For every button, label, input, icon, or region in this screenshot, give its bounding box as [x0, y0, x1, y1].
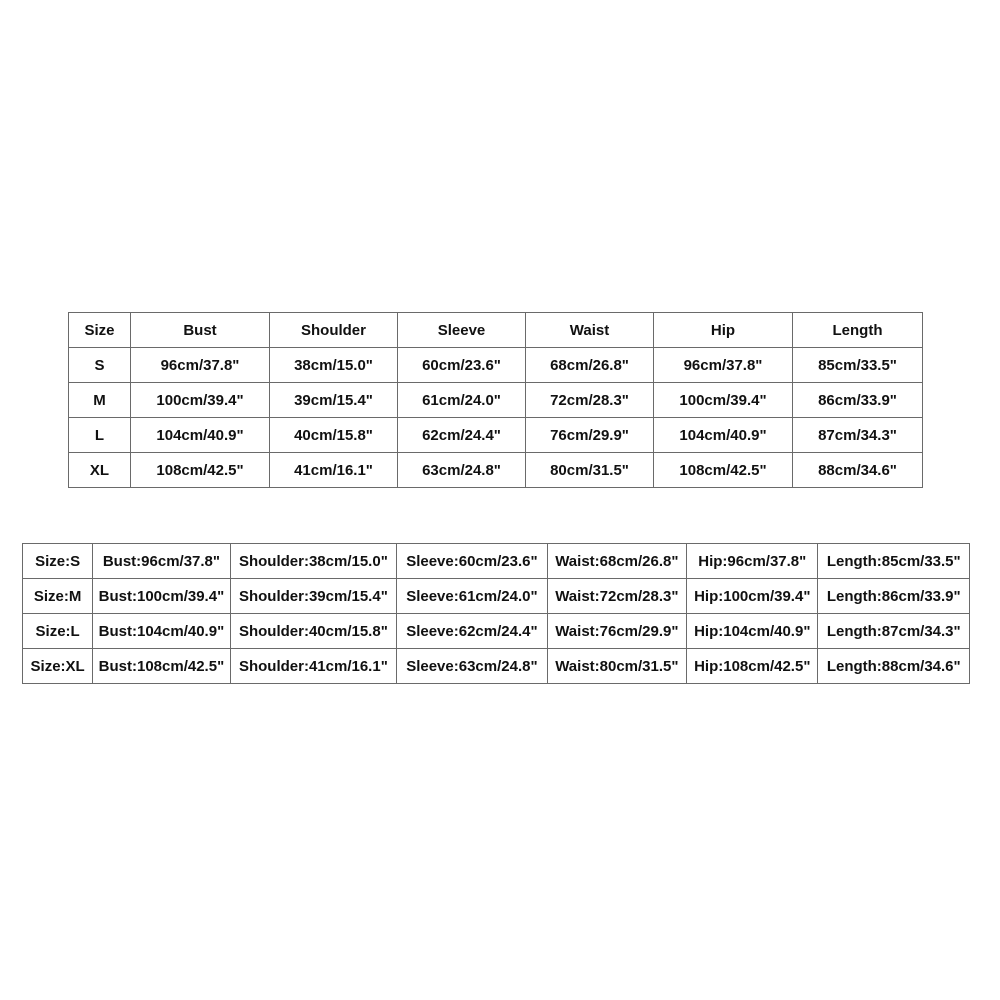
header-sleeve: Sleeve [398, 313, 526, 348]
table-row [23, 649, 970, 684]
cell-sleeve: Sleeve:60cm/23.6" [397, 544, 547, 579]
cell-sleeve: 62cm/24.4" [398, 418, 526, 453]
cell-hip: 108cm/42.5" [654, 453, 793, 488]
cell-waist: Waist:80cm/31.5" [547, 649, 686, 684]
cell-shoulder: Shoulder:38cm/15.0" [230, 544, 397, 579]
cell-waist: 68cm/26.8" [526, 348, 654, 383]
cell-waist: 72cm/28.3" [526, 383, 654, 418]
cell-sleeve: Sleeve:61cm/24.0" [397, 579, 547, 614]
cell-sleeve: 63cm/24.8" [398, 453, 526, 488]
cell-length: Length:86cm/33.9" [818, 579, 970, 614]
cell-hip: Hip:96cm/37.8" [687, 544, 818, 579]
cell-sleeve: Sleeve:62cm/24.4" [397, 614, 547, 649]
cell-hip: Hip:108cm/42.5" [687, 649, 818, 684]
cell-length: Length:87cm/34.3" [818, 614, 970, 649]
cell-length: Length:88cm/34.6" [818, 649, 970, 684]
table-row [69, 418, 923, 453]
cell-length: 86cm/33.9" [793, 383, 923, 418]
cell-size: Size:M [23, 579, 93, 614]
cell-bust: Bust:96cm/37.8" [93, 544, 230, 579]
cell-size: Size:S [23, 544, 93, 579]
table-row [23, 579, 970, 614]
size-chart-table [68, 312, 923, 488]
cell-sleeve: 60cm/23.6" [398, 348, 526, 383]
cell-shoulder: Shoulder:39cm/15.4" [230, 579, 397, 614]
cell-size: XL [69, 453, 131, 488]
cell-bust: 104cm/40.9" [131, 418, 270, 453]
cell-bust: Bust:108cm/42.5" [93, 649, 230, 684]
cell-bust: Bust:104cm/40.9" [93, 614, 230, 649]
cell-hip: 96cm/37.8" [654, 348, 793, 383]
cell-waist: 80cm/31.5" [526, 453, 654, 488]
cell-shoulder: 38cm/15.0" [270, 348, 398, 383]
table-header-row [69, 313, 923, 348]
cell-length: 88cm/34.6" [793, 453, 923, 488]
cell-waist: Waist:72cm/28.3" [547, 579, 686, 614]
cell-length: 87cm/34.3" [793, 418, 923, 453]
cell-hip: Hip:104cm/40.9" [687, 614, 818, 649]
cell-length: 85cm/33.5" [793, 348, 923, 383]
cell-bust: 96cm/37.8" [131, 348, 270, 383]
table-row [23, 614, 970, 649]
cell-size: S [69, 348, 131, 383]
cell-bust: Bust:100cm/39.4" [93, 579, 230, 614]
size-chart-inline-table [22, 543, 970, 684]
header-waist: Waist [526, 313, 654, 348]
header-size: Size [69, 313, 131, 348]
cell-length: Length:85cm/33.5" [818, 544, 970, 579]
cell-shoulder: 41cm/16.1" [270, 453, 398, 488]
cell-shoulder: 39cm/15.4" [270, 383, 398, 418]
header-hip: Hip [654, 313, 793, 348]
cell-bust: 100cm/39.4" [131, 383, 270, 418]
cell-shoulder: Shoulder:41cm/16.1" [230, 649, 397, 684]
cell-size: L [69, 418, 131, 453]
cell-sleeve: 61cm/24.0" [398, 383, 526, 418]
cell-size: Size:XL [23, 649, 93, 684]
cell-waist: 76cm/29.9" [526, 418, 654, 453]
cell-shoulder: 40cm/15.8" [270, 418, 398, 453]
table-row [23, 544, 970, 579]
header-bust: Bust [131, 313, 270, 348]
header-length: Length [793, 313, 923, 348]
table-row [69, 453, 923, 488]
cell-hip: 104cm/40.9" [654, 418, 793, 453]
cell-hip: Hip:100cm/39.4" [687, 579, 818, 614]
cell-waist: Waist:68cm/26.8" [547, 544, 686, 579]
table-row [69, 383, 923, 418]
cell-waist: Waist:76cm/29.9" [547, 614, 686, 649]
header-shoulder: Shoulder [270, 313, 398, 348]
table-row [69, 348, 923, 383]
cell-bust: 108cm/42.5" [131, 453, 270, 488]
cell-sleeve: Sleeve:63cm/24.8" [397, 649, 547, 684]
cell-shoulder: Shoulder:40cm/15.8" [230, 614, 397, 649]
cell-size: Size:L [23, 614, 93, 649]
cell-size: M [69, 383, 131, 418]
cell-hip: 100cm/39.4" [654, 383, 793, 418]
